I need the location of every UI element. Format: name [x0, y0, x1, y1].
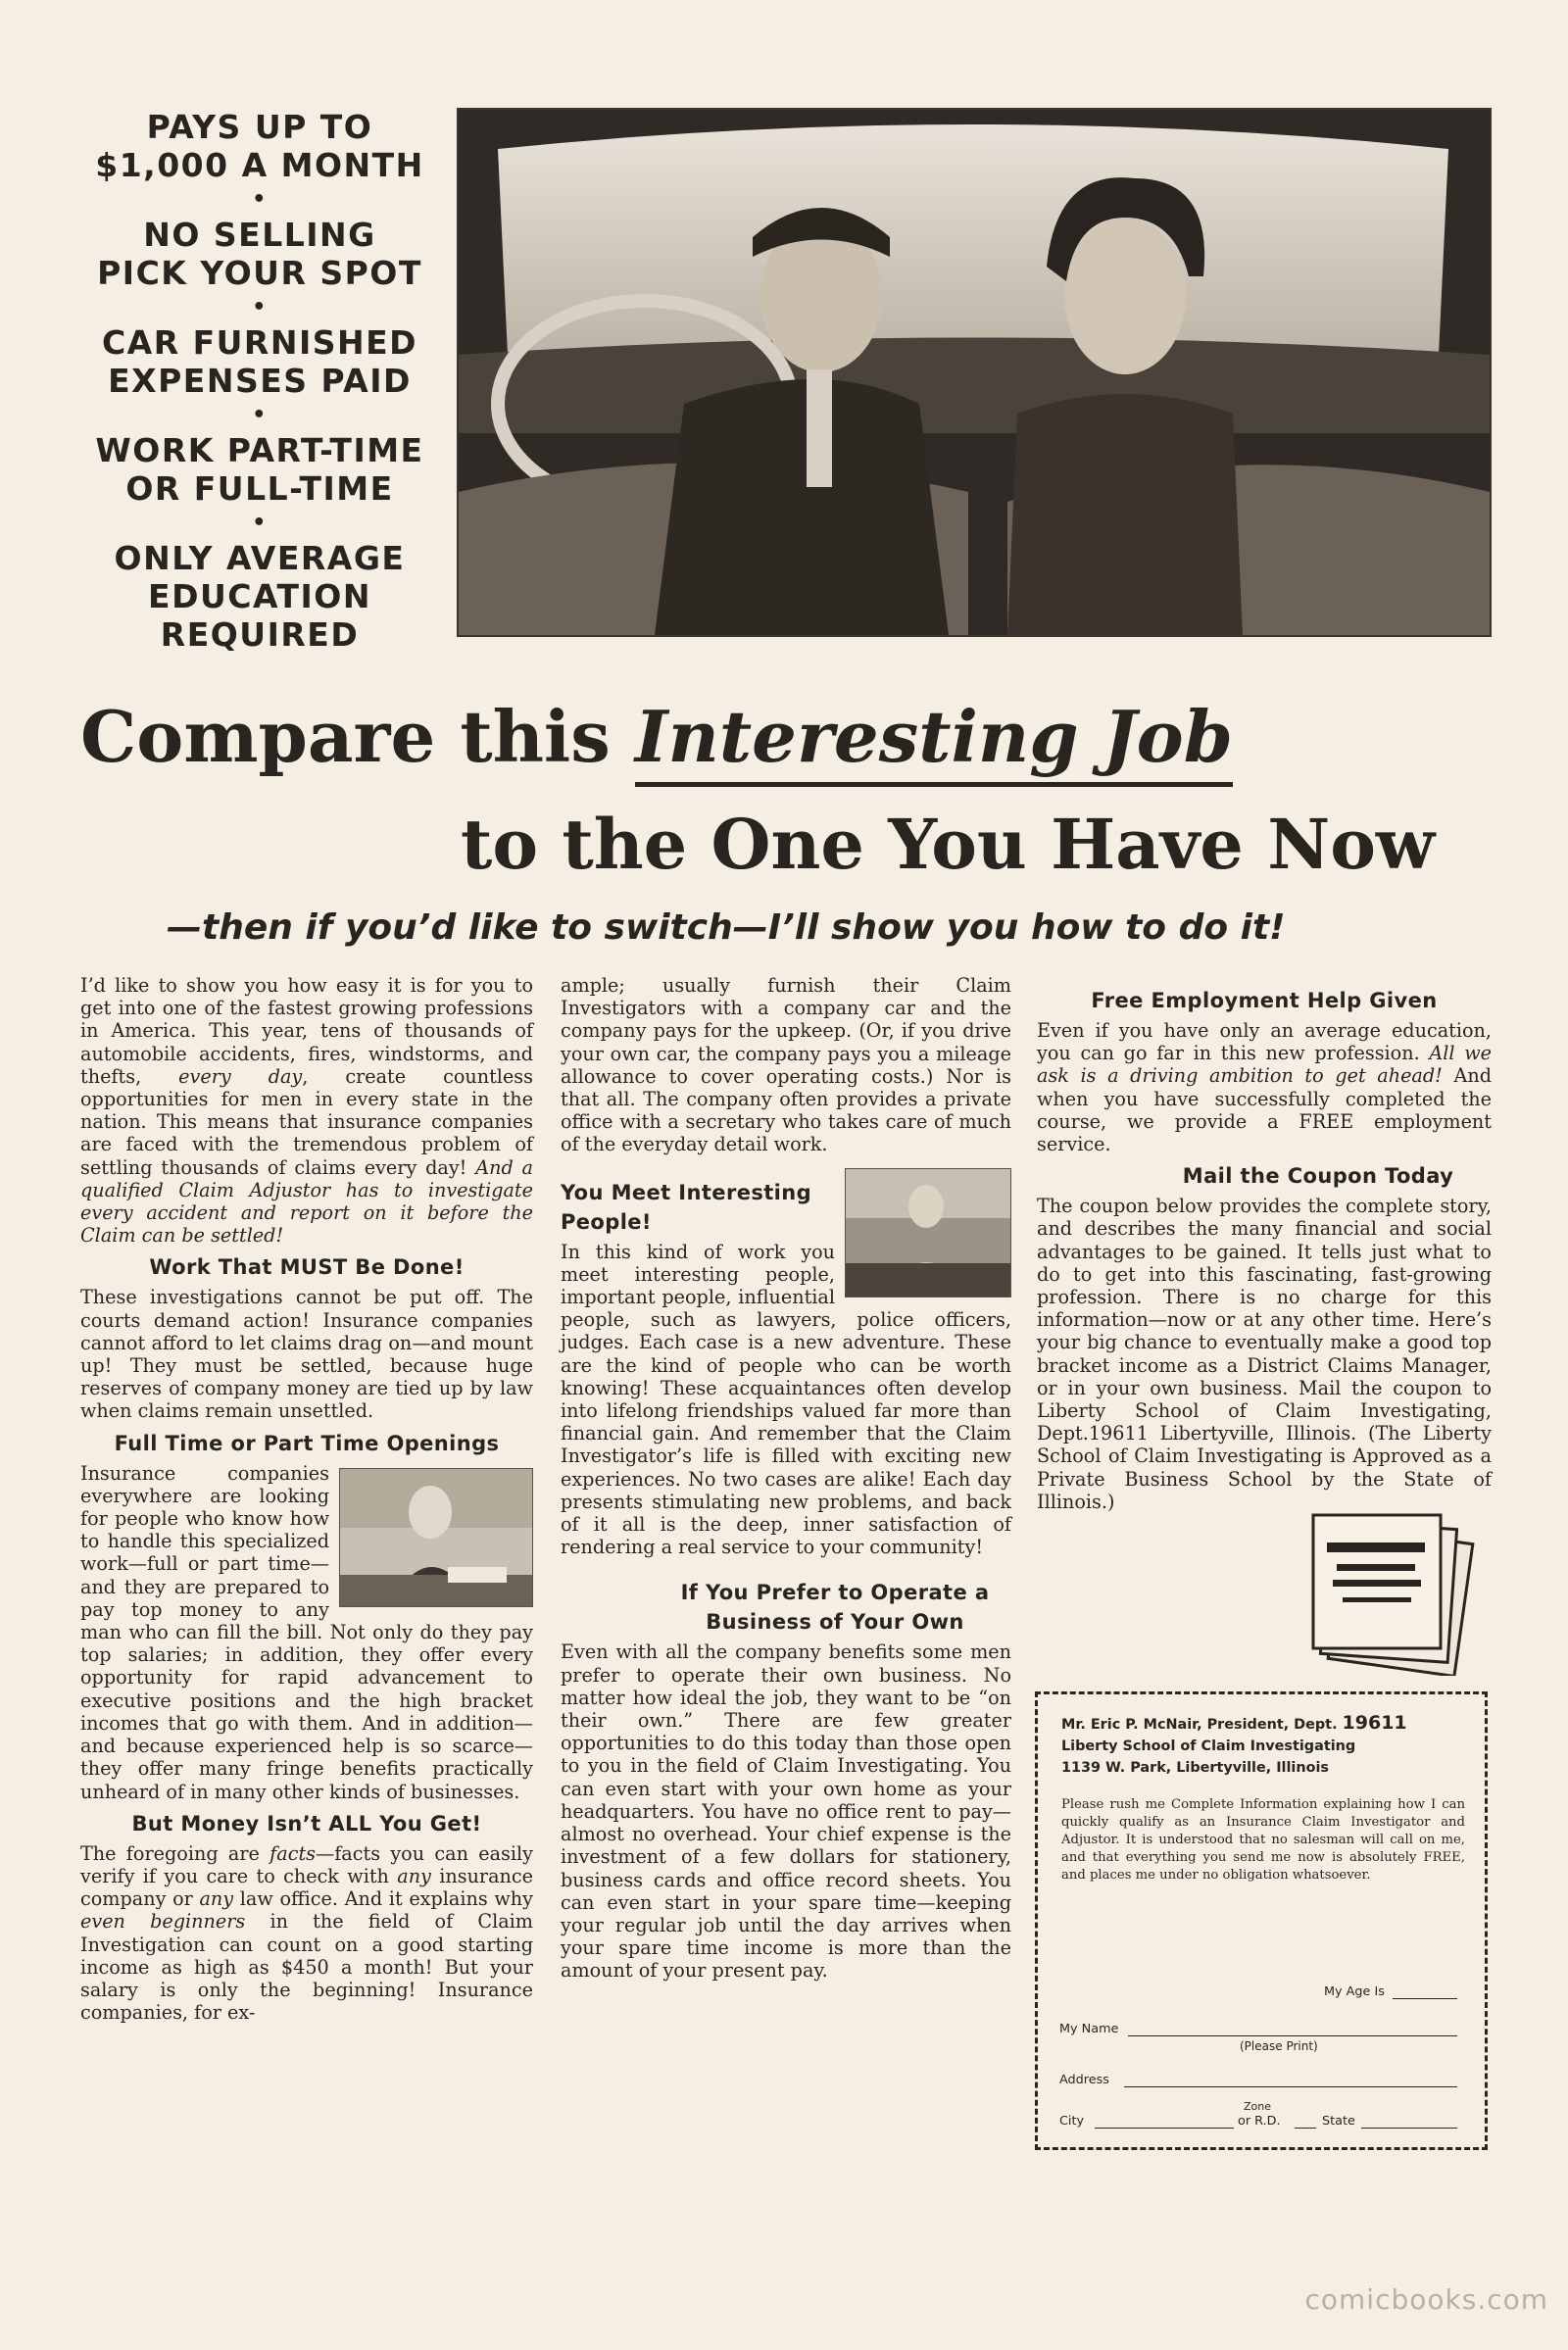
section-heading: But Money Isn’t ALL You Get! — [131, 1811, 482, 1836]
headline-line-2: to the One You Have Now — [461, 804, 1436, 885]
benefit-line: EXPENSES PAID — [108, 362, 412, 400]
body-column-1 — [80, 974, 533, 2024]
zone-label: Zone — [1244, 2100, 1272, 2113]
text-run: —facts you can easily verify if you care to check with — [80, 1841, 533, 1887]
text-run: insurance company or — [80, 1864, 533, 1911]
paragraph: In this kind of work you meet interesting people, important people, influential people, such as lawyers, police officers, judges. Each case is a new adventure. These are the kind of people who can be worth knowing! These acquaintances often develop into lifelong friendships valued far more than financial gain. And remember that the Claim Investigator’s life is filled with exciting new experiences. No two cases are alike! Each day presents stimulating new problems, and back of it all is the deep, inner satisfaction of rendering a real service to your community! — [561, 1240, 1011, 1559]
benefit-line: NO SELLING — [143, 216, 376, 254]
benefit-line: $1,000 A MONTH — [95, 146, 424, 184]
emphasis-text: even beginners — [80, 1910, 246, 1934]
text-run: The foregoing are — [80, 1841, 270, 1865]
city-label: City — [1059, 2114, 1085, 2129]
man-at-desk-photo — [339, 1468, 533, 1607]
text-run: I’d like to show you how easy it is for you to get into one of the fastest growing professions in America. This year, tens of thousands of automobile accidents, fires, windstorms, and thefts, — [80, 974, 533, 1088]
benefit-line: OR FULL-TIME — [125, 469, 394, 508]
section-heading: Mail the Coupon Today — [1182, 1164, 1454, 1189]
text-run: , create countless opportunities for men in every state in the nation. This means that insurance companies are faced with the tremendous problem of settling thousands of claims every day! — [80, 1064, 533, 1179]
benefit-line: REQUIRED — [160, 615, 360, 654]
age-field[interactable] — [1393, 1998, 1457, 1999]
headline-italic-text: Interesting Job — [635, 695, 1233, 787]
benefits-list — [69, 108, 451, 654]
mail-coupon[interactable] — [1035, 1691, 1488, 2150]
name-field[interactable] — [1128, 2035, 1457, 2036]
benefit-line: WORK PART-TIME — [95, 431, 424, 469]
booklet-illustration — [1303, 1509, 1480, 1676]
paragraph: These investigations cannot be put off. The courts demand action! Insurance companies cannot afford to let claims drag on—and mount up! They must be settled, because huge reserves of company money are tied up by law when claims remain unsettled. — [80, 1286, 533, 1423]
paragraph: ample; usually furnish their Claim Investigators with a company car and the company pays for the upkeep. (Or, if you drive your own car, the company pays you a mileage allowance to cover operating costs.) Nor is that all. The company often provides a private office with a secretary who takes care of much of the everyday detail work. — [561, 974, 1011, 1156]
section-heading: Work That MUST Be Done! — [149, 1255, 465, 1280]
emphasis-text: every day — [178, 1064, 303, 1088]
benefit-line: PICK YOUR SPOT — [97, 254, 422, 292]
rd-label: or R.D. — [1238, 2114, 1281, 2129]
text-run: in the field of Claim Investigation can count on a good starting income as high as $450 a month! But your salary is only the beginning! Insurance companies, for ex- — [80, 1910, 534, 2025]
emphasis-text: All we ask is a driving ambition to get ahead! — [1037, 1042, 1492, 1088]
body-column-2 — [561, 974, 1011, 1983]
bullet-icon: • — [252, 403, 268, 427]
paragraph: Even with all the company benefits some men prefer to operate their own business. No matter how ideal the job, they want to be “on their own.” There are few greater opportunities to do this today than those open to you in the field of Claim Investigating. You can even start with your own home as your headquarters. You have no office rent to pay—almost no overhead. Your chief expense is the investment of a few dollars for stationery, business cards and office record sheets. You can even start in your spare time—keeping your regular job until the day arrives when your spare time income is more than the amount of your present pay. — [561, 1640, 1011, 1983]
zone-field[interactable] — [1295, 2128, 1316, 2129]
couple-in-car-photo — [457, 108, 1492, 637]
benefit-line: ONLY AVERAGE — [114, 539, 406, 577]
text-run: law office. And it explains why — [233, 1887, 533, 1911]
bullet-icon: • — [252, 295, 268, 319]
headline-line-1 — [80, 696, 1256, 778]
emphasis-text: any — [397, 1864, 431, 1887]
state-label: State — [1322, 2114, 1355, 2129]
bullet-icon: • — [252, 187, 268, 212]
state-field[interactable] — [1361, 2128, 1457, 2129]
subheadline: —then if you’d like to switch—I’ll show you how to do it! — [167, 907, 1286, 948]
watermark: comicbooks.com — [1304, 2283, 1548, 2316]
emphasis-text: any — [199, 1887, 234, 1911]
coupon-recipient: Mr. Eric P. McNair, President, Dept. — [1061, 1717, 1343, 1733]
paragraph — [1037, 1019, 1492, 1155]
benefit-line: EDUCATION — [148, 577, 371, 615]
paragraph — [1037, 1195, 1492, 1513]
woman-on-phone-photo — [845, 1168, 1011, 1297]
coupon-dept-number: 19611 — [1342, 1712, 1407, 1734]
text-run: Even if you have only an average education, you can go far in this new profession. — [1037, 1019, 1492, 1065]
section-heading: Full Time or Part Time Openings — [114, 1431, 500, 1455]
emphasis-text: And a qualified Claim Adjustor has to investigate every accident and report on it before the Claim can be settled! — [80, 1155, 533, 1248]
paragraph — [80, 1842, 533, 2025]
benefit-line: PAYS UP TO — [146, 108, 373, 146]
age-label: My Age Is — [1324, 1984, 1385, 1999]
address-label: Address — [1059, 2073, 1109, 2087]
coupon-address — [1061, 1712, 1467, 1779]
section-heading — [561, 1178, 1011, 1237]
section-heading: If You Prefer to Operate a Business of Your Own — [680, 1581, 990, 1635]
intro-paragraph — [80, 974, 533, 1247]
text-run: And when you have successfully completed the course, we provide a FREE employment service. — [1037, 1064, 1492, 1156]
paragraph — [80, 1462, 533, 1803]
headline-text: Compare this — [80, 695, 635, 778]
emphasis-text: facts — [270, 1841, 317, 1865]
city-field[interactable] — [1095, 2128, 1234, 2129]
text-run: Insurance companies everywhere are looking for people who know how to handle this specialized work—full or part time—and they are prepared to pay top money to any man who can fill the bill. Not only do they pay top salaries; in addition, they offer every opportunity for rapid advancement to executive positions and the high bracket incomes that go with them. And in addition—and because experienced help is so scarce—they offer many fringe benefits practically unheard of in many other kinds of businesses. — [80, 1461, 533, 1803]
coupon-street: 1139 W. Park, Libertyville, Illinois — [1061, 1760, 1329, 1776]
text-run: The coupon below provides the complete story, and describes the many financial and social advantages to be gained. It tells just what to do to get into this fascinating, fast-growing profession. There is no charge for this information—now or at any other time. Here’s your big chance to eventually make a good top bracket income as a District Claims Manager, or in your own business. Mail the coupon to Liberty School of Claim Investigating, Dept.19611 Libertyville, Illinois. (The Liberty School of Claim Investigating is Approved as a Private Business School by the State of Illinois.) — [1037, 1195, 1492, 1513]
please-print-label: (Please Print) — [1240, 2039, 1318, 2053]
bullet-icon: • — [252, 511, 268, 535]
coupon-request-text: Please rush me Complete Information explaining how I can quickly qualify as an Insurance Claim Investigator and Adjustor. It is understood that no salesman will call on me, and that everything you send me now is absolutely FREE, and places me under no obligation whatsoever. — [1061, 1797, 1465, 1883]
address-field[interactable] — [1124, 2086, 1457, 2087]
section-heading: Free Employment Help Given — [1091, 989, 1438, 1012]
body-column-3 — [1037, 986, 1492, 1513]
coupon-school: Liberty School of Claim Investigating — [1061, 1738, 1356, 1754]
name-label: My Name — [1059, 2022, 1119, 2036]
section-heading-text: You Meet Interesting People! — [561, 1180, 812, 1234]
benefit-line: CAR FURNISHED — [101, 323, 418, 362]
